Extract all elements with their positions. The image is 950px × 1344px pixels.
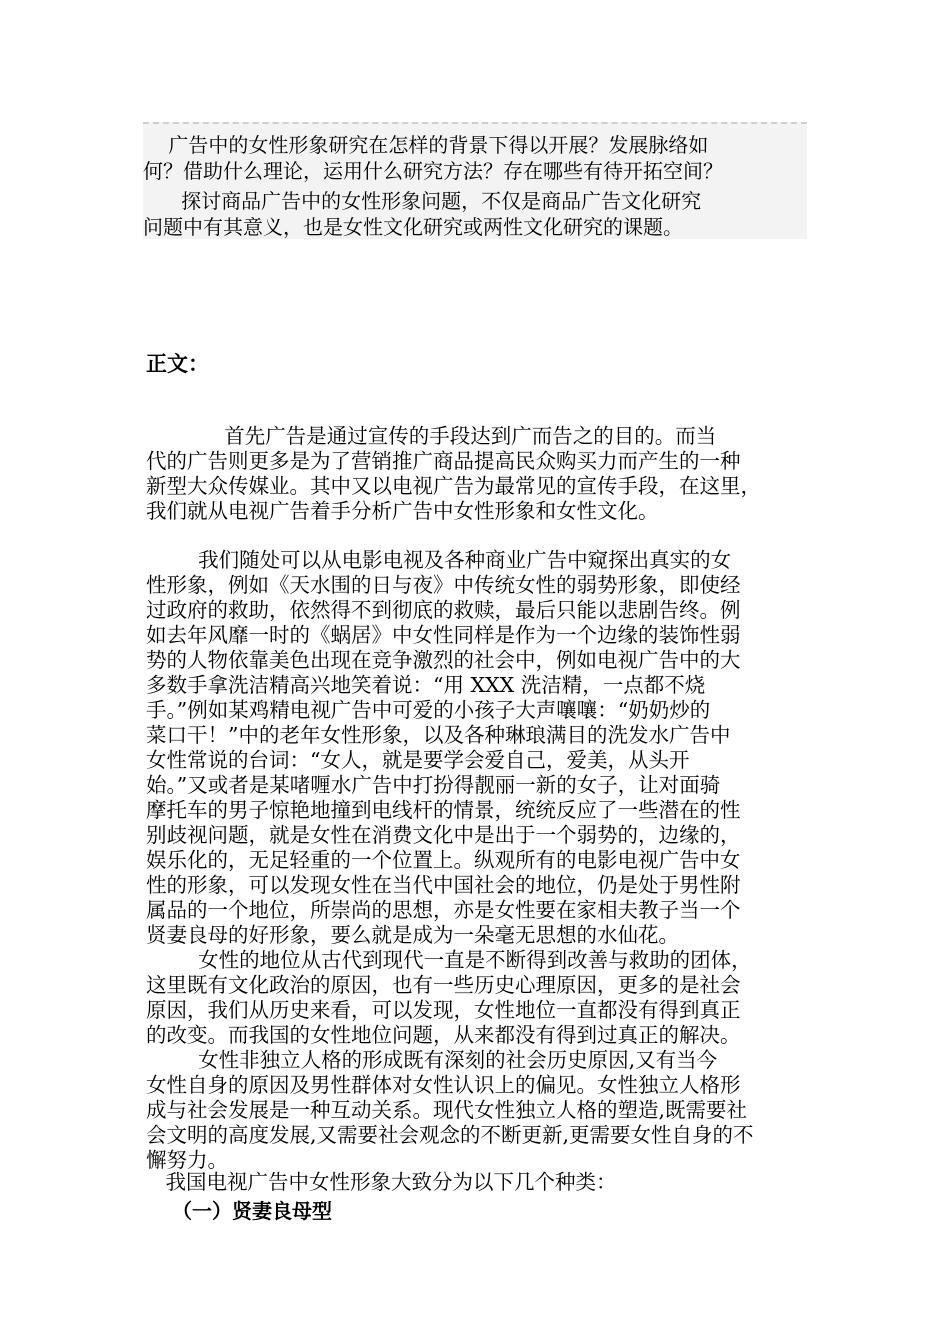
- text-line: 菜口干！”中的老年女性形象，以及各种琳琅满目的洗发水广告中: [146, 723, 731, 747]
- text-line: 女性非独立人格的形成既有深刻的社会历史原因,又有当今: [146, 1048, 718, 1072]
- abstract-paragraph-1: [143, 132, 807, 184]
- text-line: 我们就从电视广告着手分析广告中女性形象和女性文化。: [146, 499, 659, 523]
- text-line: 何？借助什么理论，运用什么研究方法？存在哪些有待开拓空间？: [143, 159, 723, 183]
- text-line: 问题中有其意义，也是女性文化研究或两性文化研究的课题。: [143, 215, 683, 239]
- abstract-paragraph-2: [143, 188, 807, 240]
- text-line: 始。”又或者是某啫喱水广告中打扮得靓丽一新的女子，让对面骑: [146, 773, 721, 797]
- abstract-box: [143, 122, 807, 239]
- text-line: 女性常说的台词：“女人，就是要学会爱自己，爱美，从头开: [146, 748, 690, 772]
- text-line: 代的广告则更多是为了营销推广商品提高民众购买力而产生的一种: [146, 449, 741, 473]
- text-line: 属品的一个地位，所崇尚的思想，亦是女性要在家相夫教子当一个: [146, 898, 741, 922]
- text-line: 我国电视广告中女性形象大致分为以下几个种类：: [146, 1170, 617, 1194]
- text-line: 女性自身的原因及男性群体对女性认识上的偏见。女性独立人格形: [146, 1073, 741, 1097]
- text-line: 的改变。而我国的女性地位问题，从来都没有得到过真正的解决。: [146, 1023, 741, 1047]
- section-heading: 正文：: [146, 352, 209, 376]
- text-line: 这里既有文化政治的原因，也有一些历史心理原因，更多的是社会: [146, 973, 741, 997]
- text-line: 新型大众传媒业。其中又以电视广告为最常见的宣传手段，在这里，: [146, 474, 761, 498]
- text-line: 手。”例如某鸡精电视广告中可爱的小孩子大声嚷嚷：“奶奶炒的: [146, 698, 711, 722]
- text-line: 会文明的高度发展,又需要社会观念的不断更新,更需要女性自身的不: [146, 1123, 754, 1147]
- text-line: 女性的地位从古代到现代一直是不断得到改善与救助的团体，: [146, 948, 752, 972]
- text-line: 探讨商品广告中的女性形象问题，不仅是商品广告文化研究: [143, 189, 702, 213]
- text-line: 贤妻良母的好形象，要么就是成为一朵毫无思想的水仙花。: [146, 923, 679, 947]
- text-line: 首先广告是通过宣传的手段达到广而告之的目的。而当: [146, 424, 717, 448]
- text-line: 成与社会发展是一种互动关系。现代女性独立人格的塑造,既需要社: [146, 1098, 748, 1122]
- text-line: 多数手拿洗洁精高兴地笑着说：“用 XXX 洗洁精，一点都不烧: [146, 673, 706, 697]
- subheading: （一）贤妻良母型: [172, 1199, 332, 1223]
- text-line: 广告中的女性形象研究在怎样的背景下得以开展？发展脉络如: [143, 133, 709, 157]
- text-line: 别歧视问题，就是女性在消费文化中是出于一个弱势的，边缘的，: [146, 823, 741, 847]
- text-line: 摩托车的男子惊艳地撞到电线杆的情景，统统反应了一些潜在的性: [146, 798, 741, 822]
- text-line: 如去年风靡一时的《蜗居》中女性同样是作为一个边缘的装饰性弱: [146, 623, 741, 647]
- text-line: 性形象，例如《天水围的日与夜》中传统女性的弱势形象，即使经: [146, 573, 741, 597]
- text-line: 懈努力。: [146, 1148, 228, 1172]
- dashed-divider: [143, 122, 807, 124]
- text-line: 娱乐化的，无足轻重的一个位置上。纵观所有的电影电视广告中女: [146, 848, 741, 872]
- text-line: 势的人物依靠美色出现在竞争激烈的社会中，例如电视广告中的大: [146, 648, 741, 672]
- text-line: 原因，我们从历史来看，可以发现，女性地位一直都没有得到真正: [146, 998, 741, 1022]
- text-line: 过政府的救助，依然得不到彻底的救赎，最后只能以悲剧告终。例: [146, 598, 741, 622]
- text-line: 我们随处可以从电影电视及各种商业广告中窥探出真实的女: [146, 548, 732, 572]
- text-line: 性的形象，可以发现女性在当代中国社会的地位，仍是处于男性附: [146, 873, 741, 897]
